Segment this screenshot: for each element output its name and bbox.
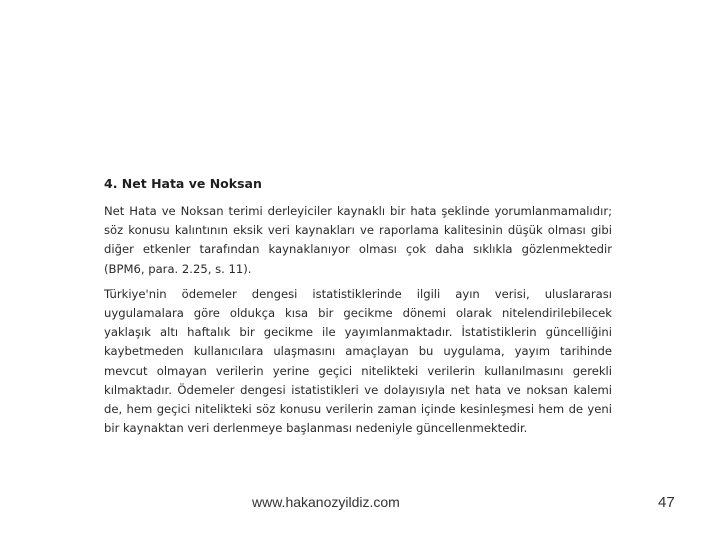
paragraph-net-error-definition: [104, 202, 612, 279]
paragraph-line: bir kaynaktan veri derlenmeye başlanması nedeniyle güncellenmektedir.: [104, 421, 528, 436]
paragraph-line: mevcut olmayan verilerin yerine geçici nitelikteki verilerin kullanılmasını gerekli: [104, 363, 612, 378]
paragraph-line: kaybetmeden kullanıcılara ulaşmasını amaçlayan bu uygulama, yayım tarihinde: [104, 344, 612, 359]
paragraph-line: uygulamalara göre oldukça kısa bir gecikme dönemi olarak nitelendirilebilecek: [104, 306, 612, 321]
paragraph-line: söz konusu kalıntının eksik veri kaynakları ve raporlama kalitesinin düşük olması gibi: [104, 223, 612, 238]
page-number: 47: [658, 494, 675, 511]
paragraph-line: de, hem geçici nitelikteki söz konusu verilerin zaman içinde kesinleşmesi hem de yeni: [104, 402, 612, 417]
paragraph-line: diğer etkenler tarafından kaynaklanıyor olması çok daha sıklıkla gözlenmektedir: [104, 242, 612, 257]
document-body: [104, 174, 612, 444]
footer-website-link[interactable]: www.hakanozyildiz.com: [252, 494, 400, 510]
paragraph-line: Türkiye'nin ödemeler dengesi istatistiklerinde ilgili ayın verisi, uluslararası: [104, 286, 612, 301]
paragraph-line: Net Hata ve Noksan terimi derleyiciler kaynaklı bir hata şeklinde yorumlanmamalıdır;: [104, 204, 612, 218]
paragraph-turkey-publication: [104, 285, 612, 439]
paragraph-line: (BPM6, para. 2.25, s. 11).: [104, 261, 252, 276]
paragraph-line: kılmaktadır. Ödemeler dengesi istatistikleri ve dolayısıyla net hata ve noksan kalemi: [104, 382, 612, 397]
section-title: 4. Net Hata ve Noksan: [104, 176, 262, 191]
paragraph-line: yaklaşık altı haftalık bir gecikme ile yayımlanmaktadır. İstatistiklerin güncelliğini: [104, 325, 612, 340]
